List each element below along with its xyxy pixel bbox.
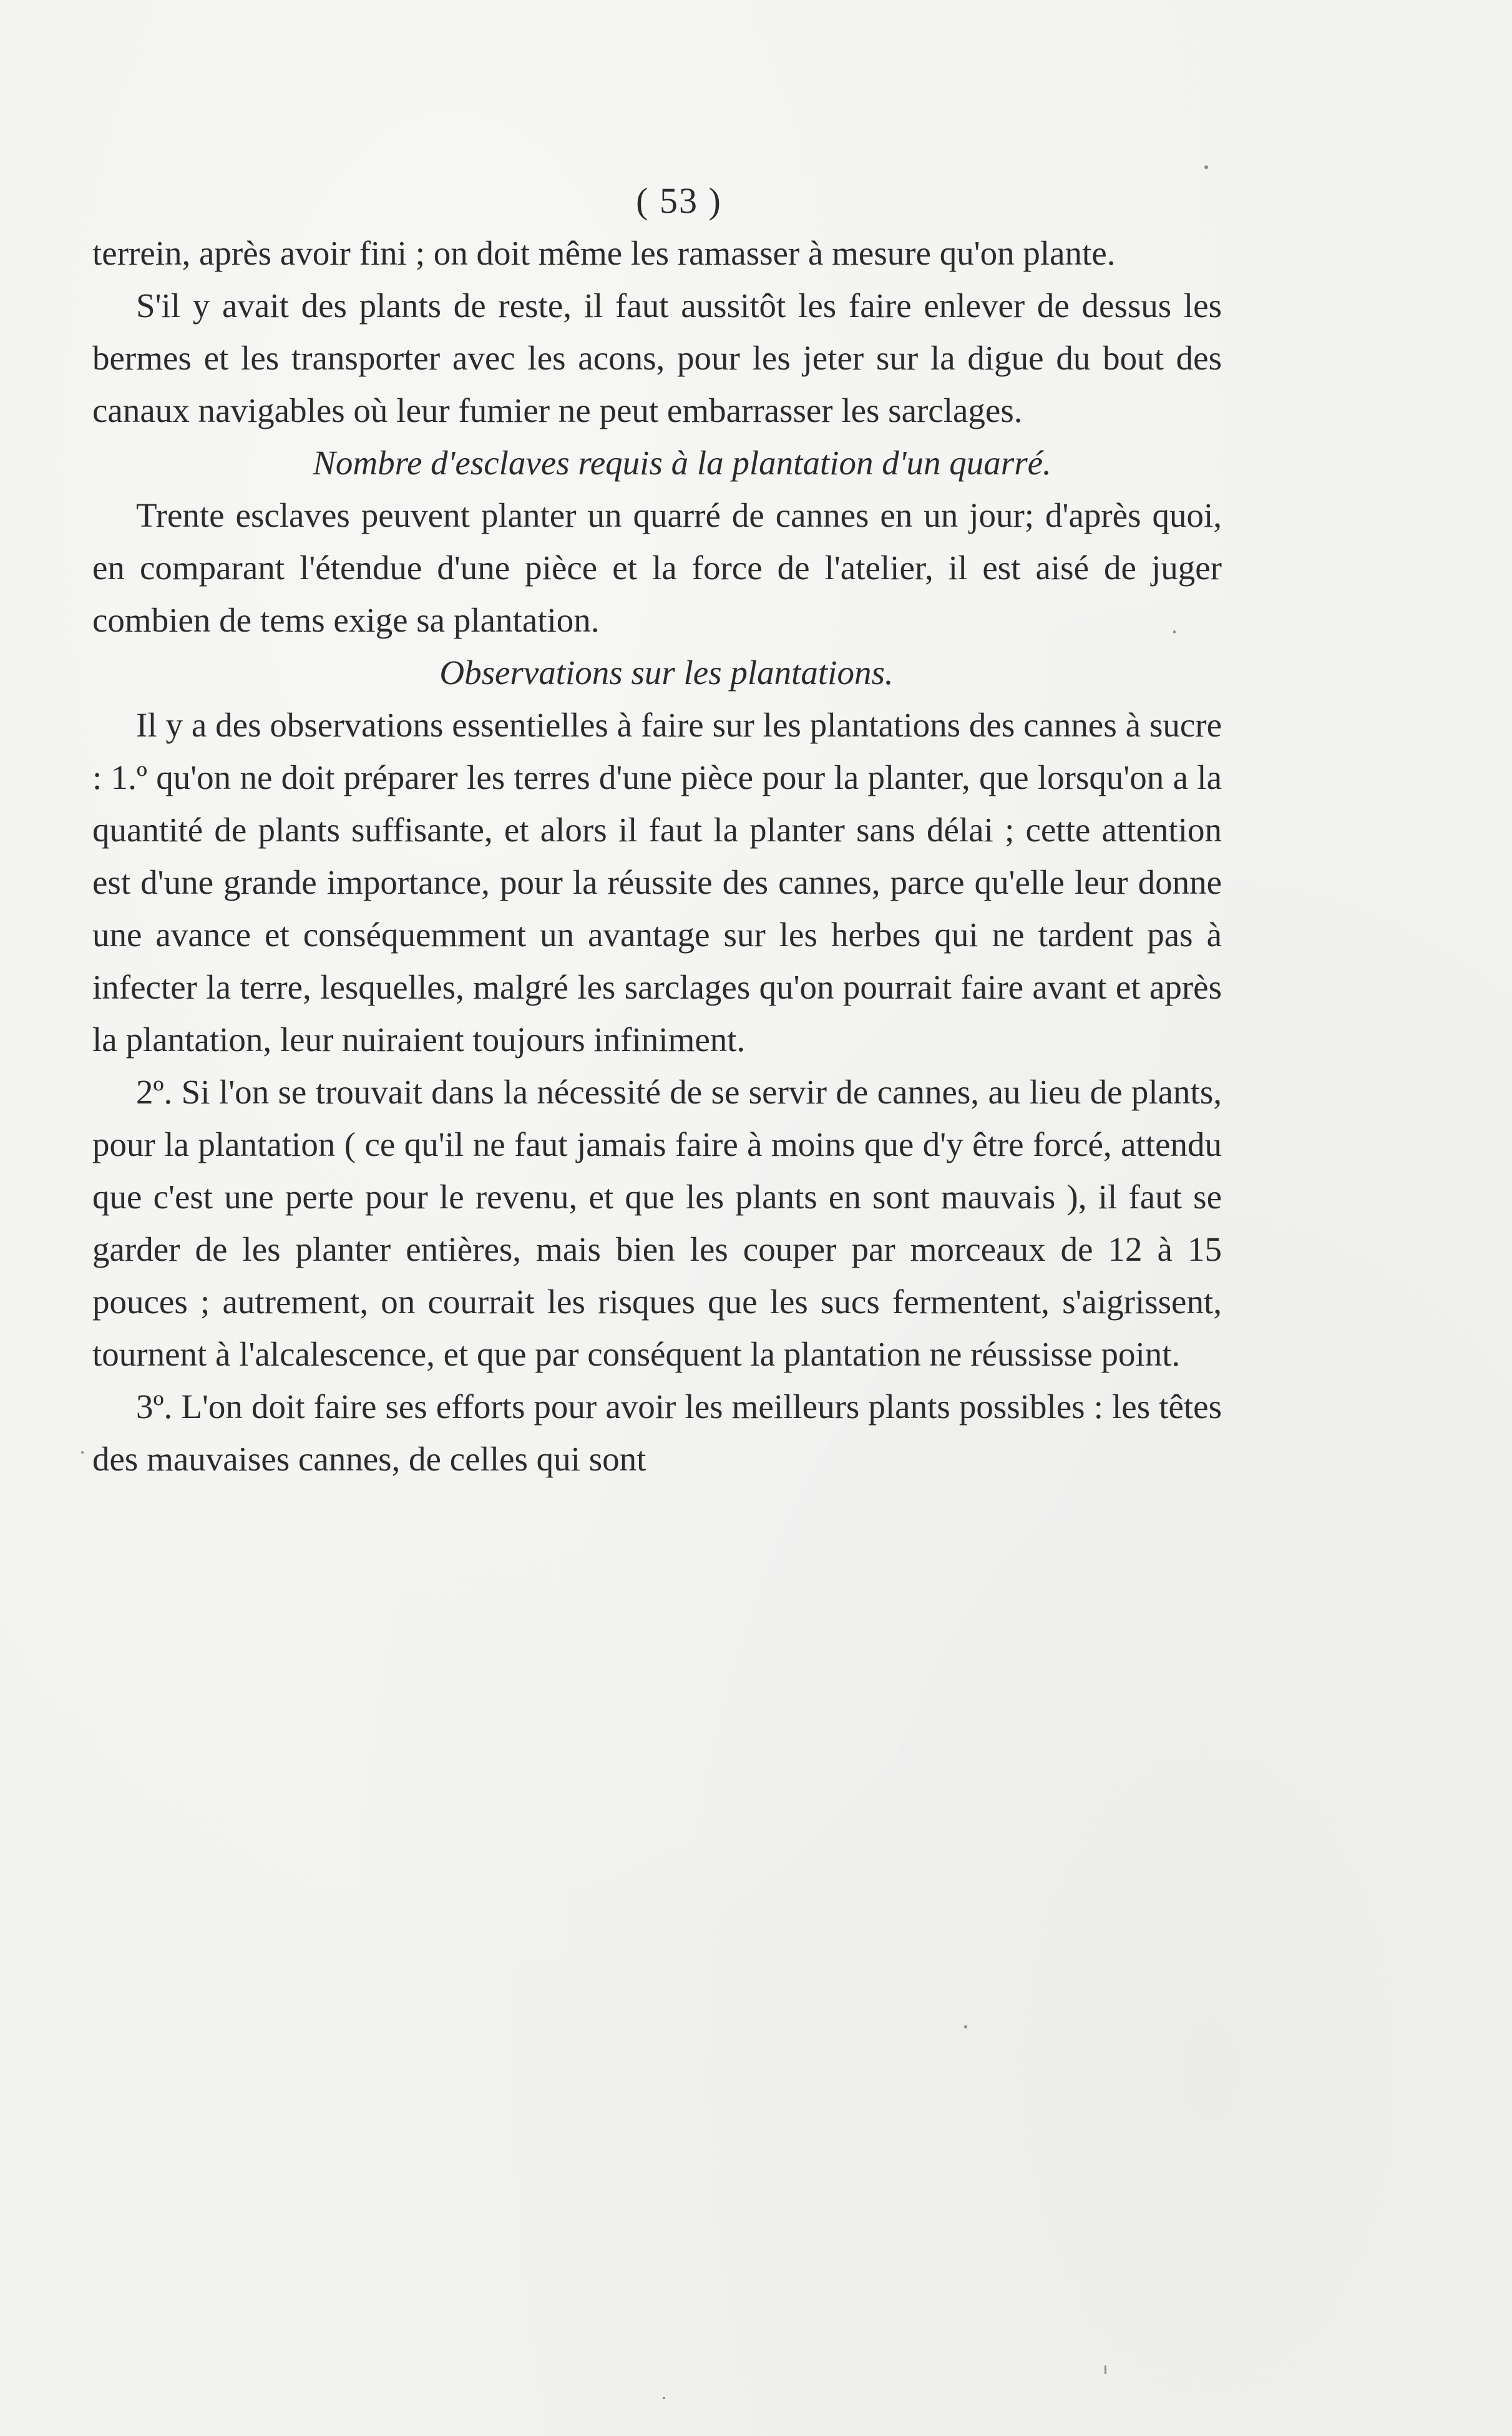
- paragraph-observation-1: Il y a des observations essentielles à faire sur les plantations des cannes à sucre : 1.º qu'on ne doit préparer les terres d'une pièce pour la planter, que lorsqu'on a la quantité de plants suffisante, et alors il faut la planter sans délai ; cette attention est d'une grande importance, pour la réussite des cannes, parce qu'elle leur donne une avance et conséquemment un avantage sur les herbes qui ne tardent pas à infecter la terre, lesquelles, malgré les sarclages qu'on pourrait faire avant et après la plantation, leur nuiraient toujours infiniment.: [92, 706, 1222, 1059]
- page-number: ( 53 ): [636, 180, 722, 221]
- paragraph-plants-reste: S'il y avait des plants de reste, il faut aussitôt les faire enlever de dessus les bermes et les transporter avec les acons, pour les jeter sur la digue du bout des canaux navigables où leur fumier ne peut embarrasser les sarclages.: [92, 286, 1222, 429]
- paragraph-slaves: Trente esclaves peuvent planter un quarré de cannes en un jour; d'après quoi, en comparant l'étendue d'une pièce et la force de l'atelier, il est aisé de juger combien de tems exige sa plantation.: [92, 496, 1222, 639]
- paragraph-continuation: terrein, après avoir fini ; on doit même les ramasser à mesure qu'on plante.: [92, 234, 1116, 272]
- paragraph-observation-2: 2º. Si l'on se trouvait dans la nécessité de se servir de cannes, au lieu de plants, pour la plantation ( ce qu'il ne faut jamais faire à moins que d'y être forcé, attendu que c'est une perte pour le revenu, et que les plants en sont mauvais ), il faut se garder de les planter entières, mais bien les couper par morceaux de 12 à 15 pouces ; autrement, on courrait les risques que les sucs fermentent, s'aigrissent, tournent à l'alcalescence, et que par conséquent la plantation ne réussisse point.: [92, 1073, 1222, 1373]
- text-block: [92, 175, 1222, 1485]
- section-heading-slaves: Nombre d'esclaves requis à la plantation d'un quarré.: [313, 444, 1051, 482]
- section-heading-observations: Observations sur les plantations.: [439, 653, 894, 692]
- paragraph-observation-3: 3º. L'on doit faire ses efforts pour avoir les meilleurs plants possibles : les têtes des mauvaises cannes, de celles qui sont: [92, 1387, 1222, 1478]
